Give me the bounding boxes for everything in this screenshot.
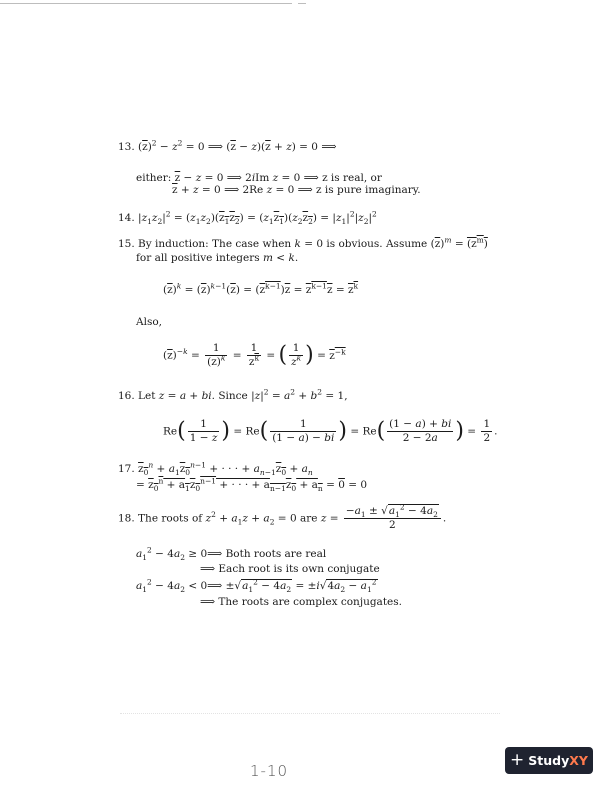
problem-13: 13. $(\overline{z})^2 - z^2 = 0$ ⟹ $(\overline{z} - z)(\overline{z} + z) = 0$ ⟹ (118, 138, 337, 153)
plus-icon: + (510, 750, 525, 770)
problem-15-also: Also, (136, 316, 162, 328)
problem-15: 15. By induction: The case when k = 0 is obvious. Assume $(\overline{z})^m = (z^m)$ (118, 235, 488, 250)
problem-18: 18. The roots of $z^2 + a_1z + a_2 = 0$ are z = $\frac{-a_1 \pm √a_1^2 - 4a_2}{2}$ . (118, 502, 447, 532)
problem-18-case-2: $a_1^2 - 4a_2$ < 0⟹ $\pm√a_1^2 - 4a_2 = \pm i√4a_2 - a_1^2$ (136, 577, 377, 595)
scan-top-mark (298, 3, 306, 4)
problem-18-case-1b: ⟹ Each root is its own conjugate (200, 563, 380, 575)
problem-16: 16. Let z = a + bi. Since $|z|^2 = a^2 + b^2 = 1$, (118, 387, 348, 402)
problem-14: 14. $|z_1z_2|^2 = (z_1z_2)(z_1z_2) = (z_1z_1)(z_2z_2) = |z_1|^2|z_2|^2$ (118, 209, 377, 227)
problem-13-case-1: either: $\overline{z} - z = 0$ ⟹ 2iIm z = 0 ⟹ z is real, or (136, 172, 382, 184)
brand-name: StudyXY (528, 752, 588, 768)
problem-15-line-2: for all positive integers m < k. (136, 252, 299, 264)
problem-17-line-2: = $z_0^n + a_1z_0^{n-1}$ + · · · + $a_{n-1}z_0 + a_n = 0 = 0$ (136, 476, 368, 494)
scan-dots (120, 713, 500, 715)
problem-18-case-1: $a_1^2 - 4a_2$ ≥ 0⟹ Both roots are real (136, 545, 327, 563)
problem-13-case-2: $\overline{z} + z = 0$ ⟹ 2Re z = 0 ⟹ z is pure imaginary. (172, 184, 421, 196)
problem-17: 17. $z_0^n + a_1z_0^{n-1}$ + · · · + $a_{n-1}z_0 + a_n$ (118, 460, 313, 478)
problem-15-negative-power: $(\overline{z})^{-k}$ = $\frac{1}{(\overline{z})^k}$ = $\frac{1}{z^k}$ = ( $\frac{1}{z^k}$ ) = $z^{-k}$ (163, 342, 346, 369)
scan-top-line (0, 3, 292, 4)
page-label: 1-10 (250, 762, 289, 780)
problem-16-equation: Re( $\frac{1}{1 - z}$ ) = Re( $\frac{1}{(1 - a) - bi}$ ) = Re( $\frac{(1 - a) + bi}{2 - 2a}$ ) = $\frac{1}{2}$ . (163, 418, 498, 445)
problem-18-case-2b: ⟹ The roots are complex conjugates. (200, 596, 402, 608)
problem-15-equation: $(\overline{z})^k = (\overline{z})^{k-1}(\overline{z}) = (z^{k-1})\overline{z} = z^{k-1}z = z^k$ (163, 281, 359, 296)
studyxy-badge[interactable] (505, 747, 593, 774)
problem-number: 13. (118, 141, 135, 153)
